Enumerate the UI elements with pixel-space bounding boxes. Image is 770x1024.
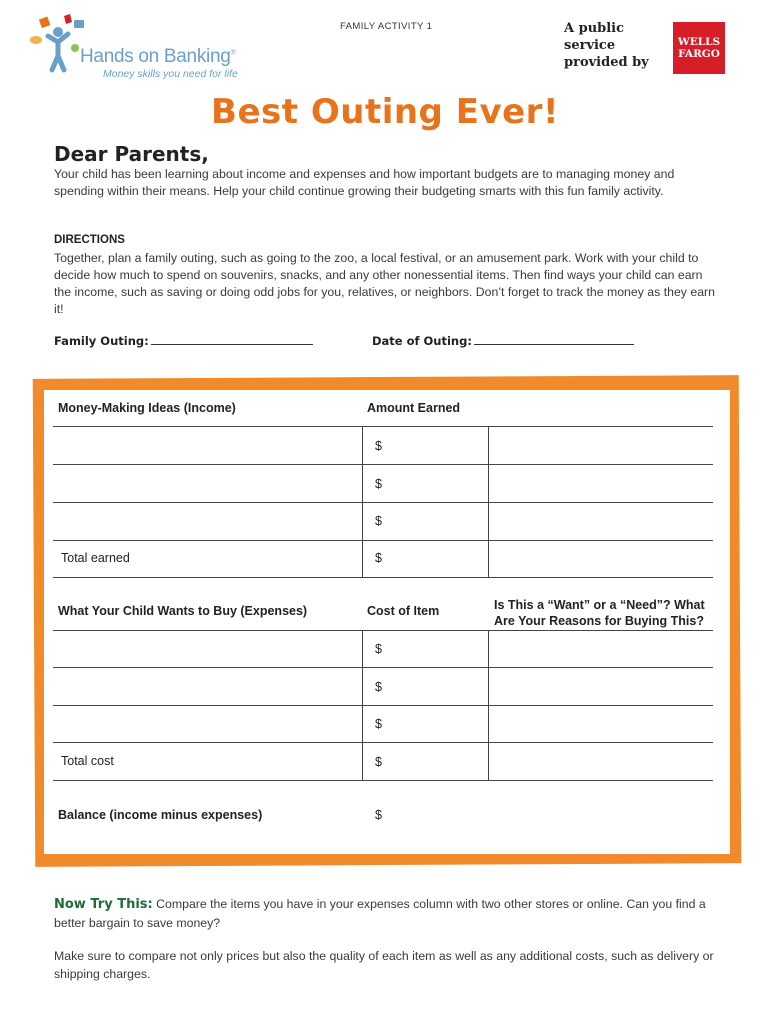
total-cost-label: Total cost xyxy=(61,754,114,768)
amount-earned-header: Amount Earned xyxy=(367,401,461,415)
service-line-2: provided by xyxy=(564,55,649,70)
public-service-note xyxy=(564,20,674,71)
expense-cost-cell[interactable]: $ xyxy=(375,717,382,731)
sponsor-line-1: WELLS xyxy=(677,36,721,48)
row-divider xyxy=(53,705,713,706)
total-cost-cell[interactable]: $ xyxy=(375,755,382,769)
expenses-col-header: What Your Child Wants to Buy (Expenses) xyxy=(58,604,308,618)
family-outing-blank[interactable] xyxy=(151,333,313,345)
now-try-this-text: Compare the items you have in your expenses column with two other stores or online. Can you find a better bargain to save money? xyxy=(54,897,706,930)
total-earned-label: Total earned xyxy=(61,551,130,565)
logo-wordmark: Hands on Banking® xyxy=(80,46,236,67)
logo-figure-icon xyxy=(28,14,88,74)
want-or-need-header-line-2: Are Your Reasons for Buying This? xyxy=(494,614,704,628)
compare-paragraph: Make sure to compare not only prices but also the quality of each item as well as any additional costs, such as delivery or shipping charges. xyxy=(54,949,714,981)
want-or-need-header-line-1: Is This a “Want” or a “Need”? What xyxy=(494,598,705,612)
row-divider xyxy=(53,577,713,578)
row-divider xyxy=(53,502,713,503)
sponsor-line-2: FARGO xyxy=(678,48,720,60)
column-divider xyxy=(488,630,489,780)
row-divider xyxy=(53,667,713,668)
expense-cost-cell[interactable]: $ xyxy=(375,642,382,656)
logo-tagline: Money skills you need for life xyxy=(103,68,238,80)
income-amount-cell[interactable]: $ xyxy=(375,514,382,528)
row-divider xyxy=(53,464,713,465)
date-of-outing-field[interactable] xyxy=(372,333,634,348)
service-line-1: A public service xyxy=(564,21,625,53)
income-col-header: Money-Making Ideas (Income) xyxy=(58,401,236,415)
date-of-outing-blank[interactable] xyxy=(474,333,634,345)
expense-cost-cell[interactable]: $ xyxy=(375,680,382,694)
family-outing-field[interactable] xyxy=(54,333,313,348)
wells-fargo-logo xyxy=(673,22,725,74)
directions-paragraph: Together, plan a family outing, such as going to the zoo, a local festival, or an amusement park. Work with your child to decide how much to spend on souvenirs, snacks, and any other nonessential items. Then find ways your child can earn the income, such as saving or doing odd jobs for you, relatives, or neighbors. Don’t forget to track the money as they earn it! xyxy=(54,251,715,316)
row-divider xyxy=(53,426,713,427)
row-divider xyxy=(53,540,713,541)
row-divider xyxy=(53,742,713,743)
intro-paragraph: Your child has been learning about income and expenses and how important budgets are to managing money and spending within their means. Help your child continue growing their budgeting smarts with this fun family activity. xyxy=(54,167,675,198)
income-amount-cell[interactable]: $ xyxy=(375,477,382,491)
directions-heading: DIRECTIONS xyxy=(54,234,125,246)
page-title: Best Outing Ever! xyxy=(211,92,559,132)
hands-on-banking-logo xyxy=(28,14,248,84)
balance-cell[interactable]: $ xyxy=(375,808,382,822)
total-earned-cell[interactable]: $ xyxy=(375,551,382,565)
now-try-this-heading: Now Try This: xyxy=(54,897,153,912)
column-divider xyxy=(362,630,363,780)
date-of-outing-label: Date of Outing: xyxy=(372,334,472,348)
cost-of-item-header: Cost of Item xyxy=(367,604,440,618)
row-divider xyxy=(53,630,713,631)
column-divider xyxy=(362,426,363,577)
now-try-this-paragraph xyxy=(54,895,729,932)
family-outing-label: Family Outing: xyxy=(54,334,149,348)
column-divider xyxy=(488,426,489,577)
activity-label: FAMILY ACTIVITY 1 xyxy=(340,21,433,32)
balance-label: Balance (income minus expenses) xyxy=(58,808,263,822)
income-amount-cell[interactable]: $ xyxy=(375,439,382,453)
row-divider xyxy=(53,780,713,781)
want-or-need-header xyxy=(494,597,705,629)
greeting-heading: Dear Parents, xyxy=(54,142,209,166)
